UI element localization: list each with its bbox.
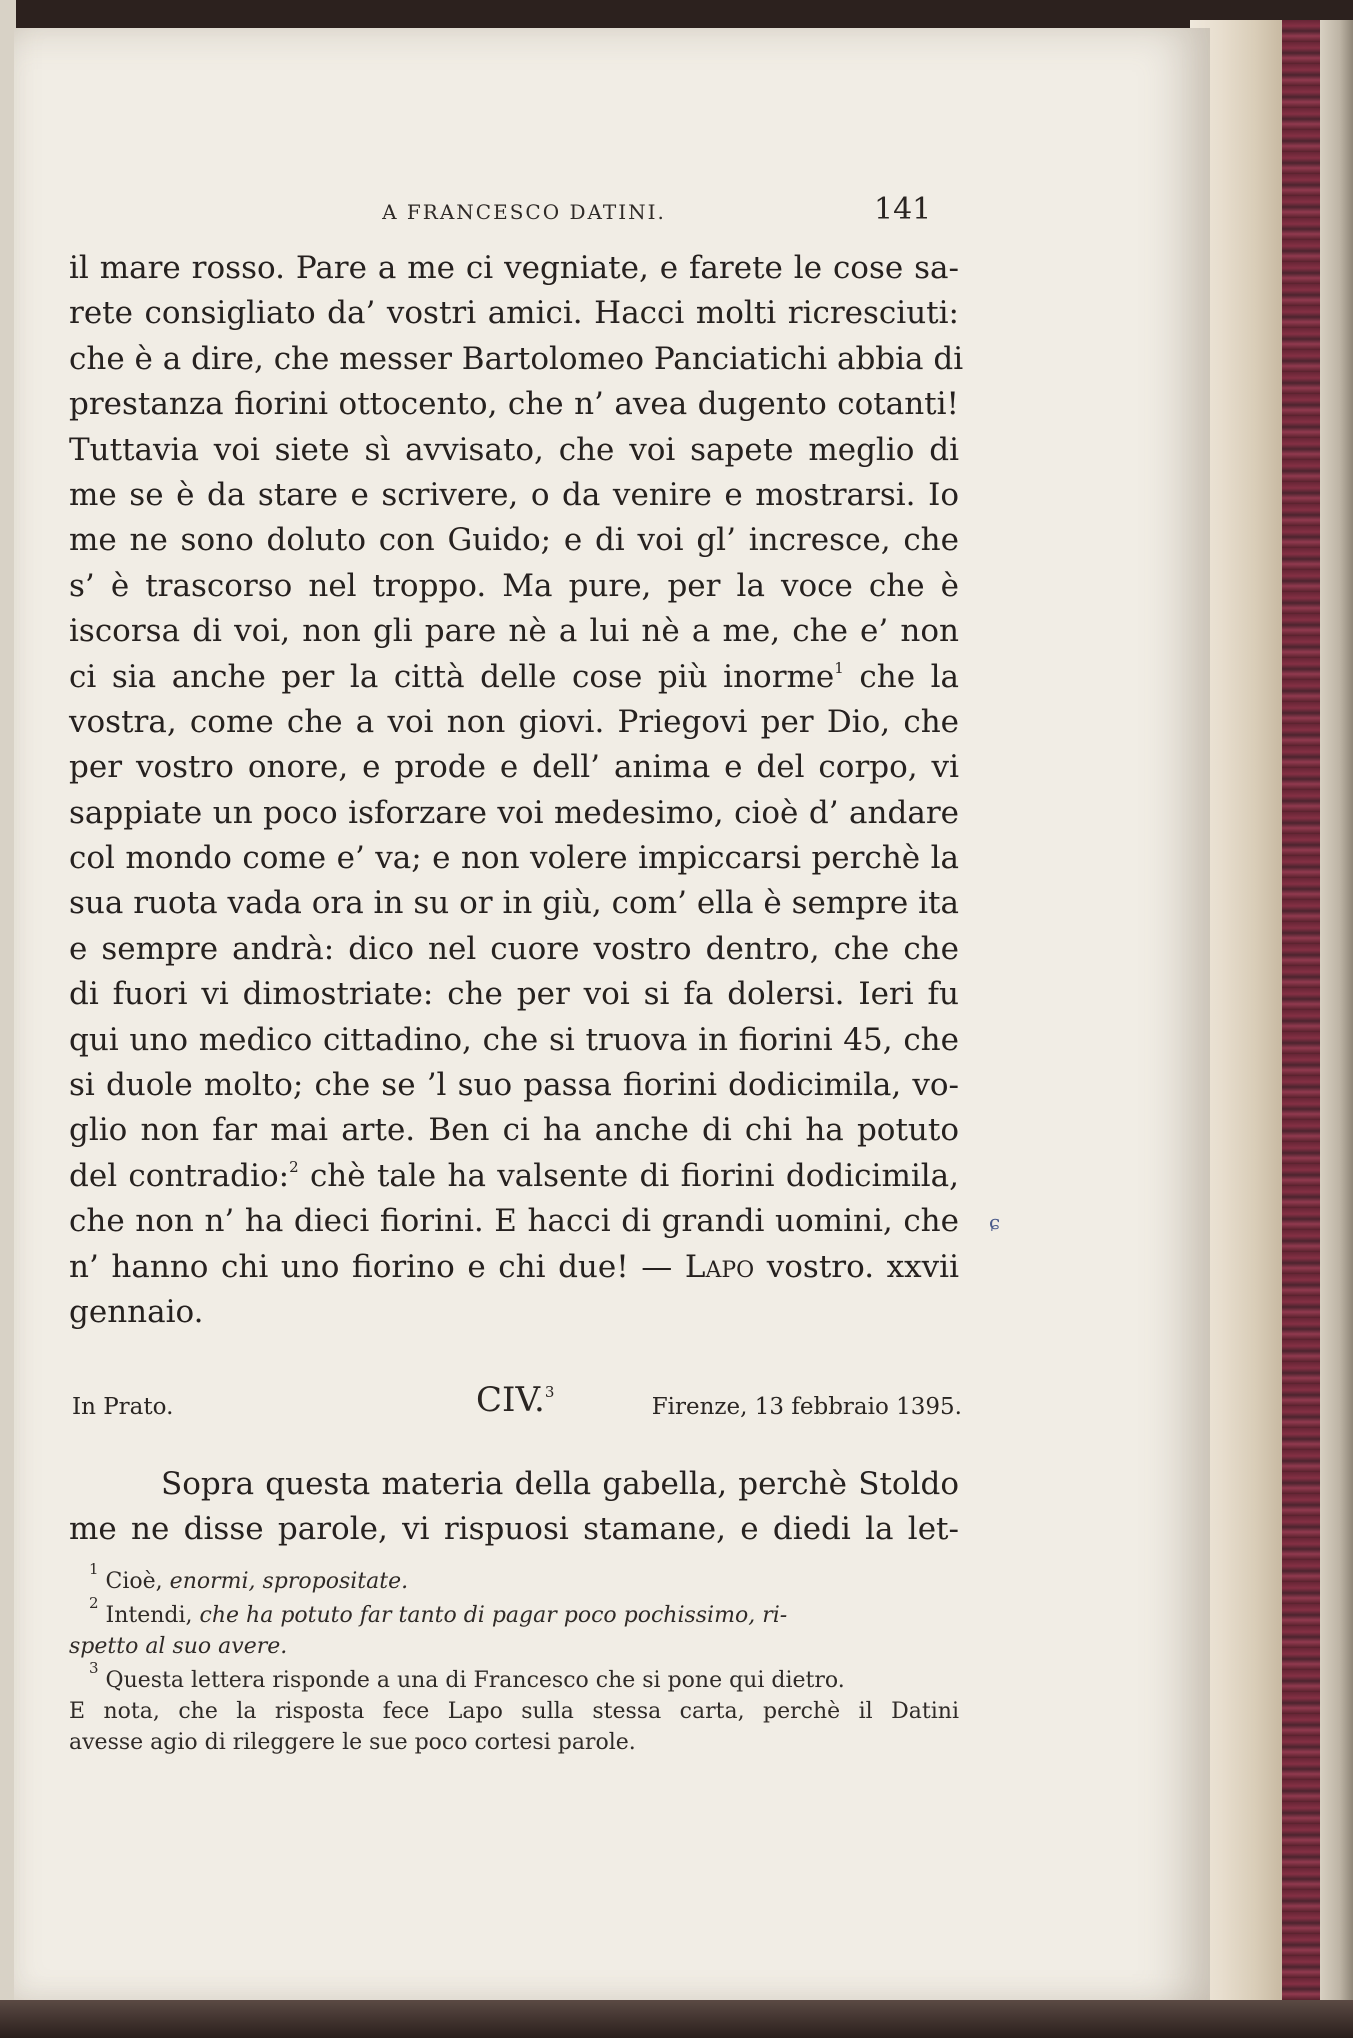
footnote-continuation: E nota, che la risposta fece Lapo sulla stessa carta, perchè il Datini <box>69 1699 959 1724</box>
letter-number: CIV.$^3$ <box>476 1380 555 1420</box>
text-line: prestanza fiorini ottocento, che n’ avea dugento cotanti! <box>69 386 959 423</box>
text-line: Tuttavia voi siete sì avvisato, che voi sapete meglio di <box>69 431 959 468</box>
footnote: $^3$ Questa lettera risponde a una di Francesco che si pone qui dietro. <box>89 1659 845 1693</box>
book-fore-edge <box>1190 20 1353 2020</box>
text-line: s’ è trascorso nel troppo. Ma pure, per la voce che è <box>69 567 959 604</box>
text-line: per vostro onore, e prode e dell’ anima e del corpo, vi <box>69 749 959 786</box>
text-line: me ne sono doluto con Guido; e di voi gl’ incresce, che <box>69 522 959 559</box>
book-bottom-edge <box>0 2000 1353 2038</box>
text-line: del contradio:$^2$ chè tale ha valsente di fiorini dodicimila, <box>69 1157 960 1194</box>
text-line: di fuori vi dimostriate: che per voi si fa dolersi. Ieri fu <box>69 976 959 1013</box>
text-line: gennaio. <box>69 1293 204 1330</box>
text-line: sua ruota vada ora in su or in giù, com’ ella è sempre ita <box>69 885 959 922</box>
text-line: col mondo come e’ va; e non volere impiccarsi perchè la <box>69 840 959 877</box>
footnote-continuation: avesse agio di rileggere le sue poco cortesi parole. <box>69 1730 636 1755</box>
book-page <box>14 28 1210 2018</box>
text-line: ci sia anche per la città delle cose più inorme$^1$ che la <box>69 658 959 695</box>
text-line: qui uno medico cittadino, che si truova in fiorini 45, che <box>69 1021 959 1058</box>
text-line: e sempre andrà: dico nel cuore vostro dentro, che che <box>69 930 959 967</box>
text-line: vostra, come che a voi non giovi. Priegovi per Dio, che <box>69 703 959 740</box>
footnote-ref: 1 <box>834 658 844 677</box>
margin-pencil-mark: ɕ <box>989 1210 1001 1234</box>
text-line: Sopra questa materia della gabella, perchè Stoldo <box>161 1466 959 1502</box>
signature: Lapo <box>684 1248 755 1285</box>
footnote-ref: 3 <box>544 1383 555 1401</box>
footnote-continuation: spetto al suo avere. <box>69 1634 288 1659</box>
running-head <box>14 188 1210 238</box>
footnote-ref: 2 <box>289 1157 299 1176</box>
text-line: me se è da stare e scrivere, o da venire e mostrarsi. Io <box>69 476 959 513</box>
running-title: A FRANCESCO DATINI. <box>382 200 666 224</box>
text-line: rete consigliato da’ vostri amici. Hacci molti ricresciuti: <box>69 295 959 332</box>
text-line: iscorsa di voi, non gli pare nè a lui nè a me, che e’ non <box>69 613 959 650</box>
footnote: $^1$ Cioè, enormi, spropositate. <box>89 1560 409 1594</box>
text-line: che non n’ ha dieci fiorini. E hacci di grandi uomini, che <box>69 1203 959 1240</box>
text-line: che è a dire, che messer Bartolomeo Panciatichi abbia di <box>69 340 964 377</box>
text-line: si duole molto; che se ’l suo passa fiorini dodicimila, vo- <box>69 1067 959 1104</box>
text-line: glio non far mai arte. Ben ci ha anche di chi ha potuto <box>69 1112 959 1149</box>
leather-spine-edge <box>1320 20 1353 2020</box>
page-number: 141 <box>874 192 932 227</box>
footnote: $^2$ Intendi, che ha potuto far tanto di pagar poco pochissimo, ri- <box>89 1594 788 1628</box>
footnotes <box>69 1560 959 1758</box>
letter-body-continued <box>69 246 964 1335</box>
letter-heading <box>72 1380 962 1430</box>
letter-addressee-place: In Prato. <box>72 1394 174 1420</box>
text-line: n’ hanno chi uno fiorino e chi due! — Lapo vostro. xxvii <box>69 1248 959 1285</box>
letter-body-new <box>69 1462 959 1553</box>
letter-date: Firenze, 13 febbraio 1395. <box>651 1394 962 1420</box>
text-line: il mare rosso. Pare a me ci vegniate, e farete le cose sa- <box>69 250 959 286</box>
text-line: sappiate un poco isforzare voi medesimo, cioè d’ andare <box>69 794 959 831</box>
text-line: me ne disse parole, vi rispuosi stamane, e diedi la let- <box>69 1511 959 1548</box>
